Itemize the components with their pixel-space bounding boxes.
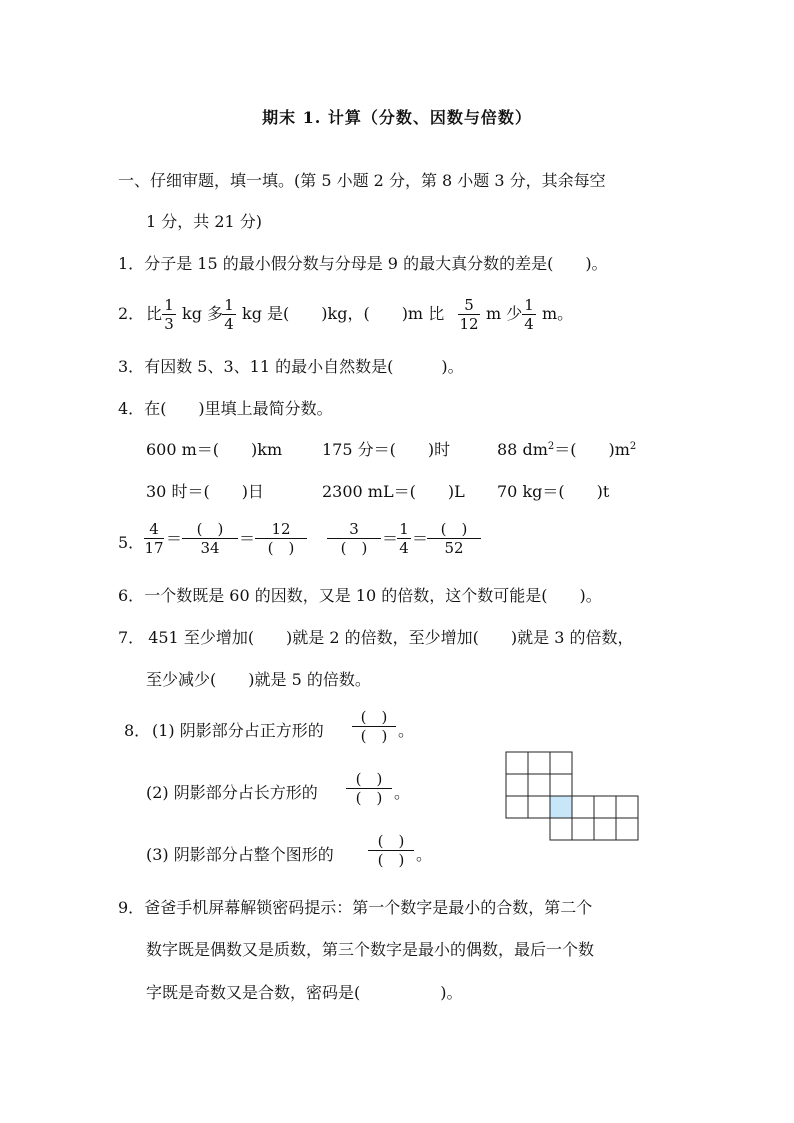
period: 。 (398, 721, 415, 740)
fraction (397, 520, 411, 557)
q2-text-3: kg 是( )kg，( )m 比 (242, 304, 445, 323)
question-1 (118, 254, 608, 274)
grid-cell (506, 796, 528, 818)
question-6 (118, 586, 602, 606)
equals-sign: ＝ (166, 529, 183, 548)
q4-item: 70 kg＝( )t (497, 482, 610, 501)
q4-item: 88 $dm^2=$( )$m^2$ (497, 440, 637, 459)
denominator: 3 (162, 314, 176, 333)
grid-cell (528, 796, 550, 818)
grid-cell (572, 818, 594, 840)
question-text: 爸爸手机屏幕解锁密码提示：第一个数字是最小的合数，第二个 (144, 898, 593, 917)
question-number: 3． (118, 357, 145, 376)
section-heading-cont: 1 分，共 21 分) (146, 212, 263, 231)
question-number: 2． (118, 304, 145, 323)
question-number: 8． (124, 721, 151, 740)
shaded-cell (550, 796, 572, 818)
question-4 (118, 399, 333, 419)
fraction-blank (352, 708, 396, 745)
q4-item: 2300 mL＝( )L (322, 482, 465, 501)
question-text: 451 至少增加( )就是 2 的倍数，至少增加( )就是 3 的倍数， (148, 628, 634, 647)
question-text: 分子是 15 的最小假分数与分母是 9 的最大真分数的差是( )。 (144, 254, 608, 273)
numerator: ( ) (355, 770, 383, 788)
fraction (222, 296, 236, 333)
numerator: ( ) (440, 520, 468, 538)
fraction-blank (346, 770, 392, 807)
fraction (182, 520, 238, 557)
q4-item: 175 分＝( )时 (322, 440, 451, 459)
fraction-blank (368, 832, 414, 869)
denominator: ( ) (352, 726, 396, 745)
question-number: 6． (118, 586, 145, 605)
question-text: 一个数既是 60 的因数，又是 10 的倍数，这个数可能是( )。 (144, 586, 602, 605)
denominator: 17 (144, 539, 164, 557)
numerator: ( ) (196, 520, 224, 538)
denominator: 4 (397, 538, 411, 557)
q8-part-3: (3) 阴影部分占整个图形的 (146, 845, 334, 864)
grid-figure (505, 751, 641, 843)
denominator: 4 (522, 314, 536, 333)
question-number: 5． (118, 533, 145, 552)
q4-item: 600 m＝( )km (146, 440, 283, 459)
q2-text-4: m 少 (486, 304, 523, 323)
grid-cell (528, 774, 550, 796)
question-7-cont: 至少减少( )就是 5 的倍数。 (146, 670, 371, 689)
q8-part-1: (1) 阴影部分占正方形的 (152, 721, 324, 740)
numerator: 5 (464, 296, 474, 314)
question-number: 4． (118, 399, 145, 418)
denominator: 4 (222, 314, 236, 333)
grid-cell (594, 796, 616, 818)
fraction (255, 520, 307, 557)
fraction (162, 296, 176, 333)
numerator: 1 (399, 520, 409, 538)
denominator: ( ) (255, 538, 307, 557)
equals-sign: ＝ (239, 529, 256, 548)
question-number: 1． (118, 254, 145, 273)
question-9 (118, 898, 592, 918)
grid-cell (594, 818, 616, 840)
denominator: 52 (427, 538, 481, 557)
grid-cell (506, 774, 528, 796)
denominator: ( ) (346, 788, 392, 807)
grid-cell (572, 796, 594, 818)
grid-cell (550, 818, 572, 840)
denominator: 34 (182, 538, 238, 557)
q4-item: 30 时＝( )日 (146, 482, 264, 501)
numerator: 12 (271, 520, 291, 538)
question-text: 有因数 5、3、11 的最小自然数是( )。 (144, 357, 464, 376)
section-heading: 一、仔细审题，填一填。(第 5 小题 2 分，第 8 小题 3 分，其余每空 (118, 171, 606, 190)
q2-text-5: m。 (542, 304, 574, 323)
fraction (458, 296, 480, 333)
grid-cell (550, 774, 572, 796)
question-text: 在( )里填上最简分数。 (144, 399, 333, 418)
numerator: ( ) (377, 832, 405, 850)
q2-text-1: 比 (146, 304, 163, 323)
question-7 (118, 628, 634, 648)
fraction (144, 520, 164, 557)
equals-sign: ＝ (412, 529, 429, 548)
numerator: 1 (224, 296, 234, 314)
question-number: 7． (118, 628, 145, 647)
numerator: ( ) (360, 708, 388, 726)
numerator: 4 (149, 520, 159, 538)
grid-cell (616, 796, 638, 818)
numerator: 1 (164, 296, 174, 314)
grid-cell (528, 752, 550, 774)
question-number: 9． (118, 898, 145, 917)
grid-cell (550, 752, 572, 774)
numerator: 1 (524, 296, 534, 314)
numerator: 3 (349, 520, 359, 538)
period: 。 (416, 845, 433, 864)
denominator: 12 (459, 315, 479, 333)
question-9-cont: 字既是奇数又是合数，密码是( )。 (146, 983, 463, 1002)
question-3 (118, 357, 464, 377)
period: 。 (394, 783, 411, 802)
denominator: ( ) (368, 850, 414, 869)
fraction (427, 520, 481, 557)
q8-part-2: (2) 阴影部分占长方形的 (146, 783, 318, 802)
grid-cell (506, 752, 528, 774)
q2-text-2: kg 多 (182, 304, 224, 323)
question-9-cont: 数字既是偶数又是质数，第三个数字是最小的偶数，最后一个数 (146, 940, 595, 959)
page-title: 期末 1. 计算（分数、因数与倍数） (262, 108, 532, 127)
fraction (522, 296, 536, 333)
equals-sign: ＝ (382, 529, 399, 548)
fraction (327, 520, 381, 557)
denominator: ( ) (327, 538, 381, 557)
grid-cell (616, 818, 638, 840)
